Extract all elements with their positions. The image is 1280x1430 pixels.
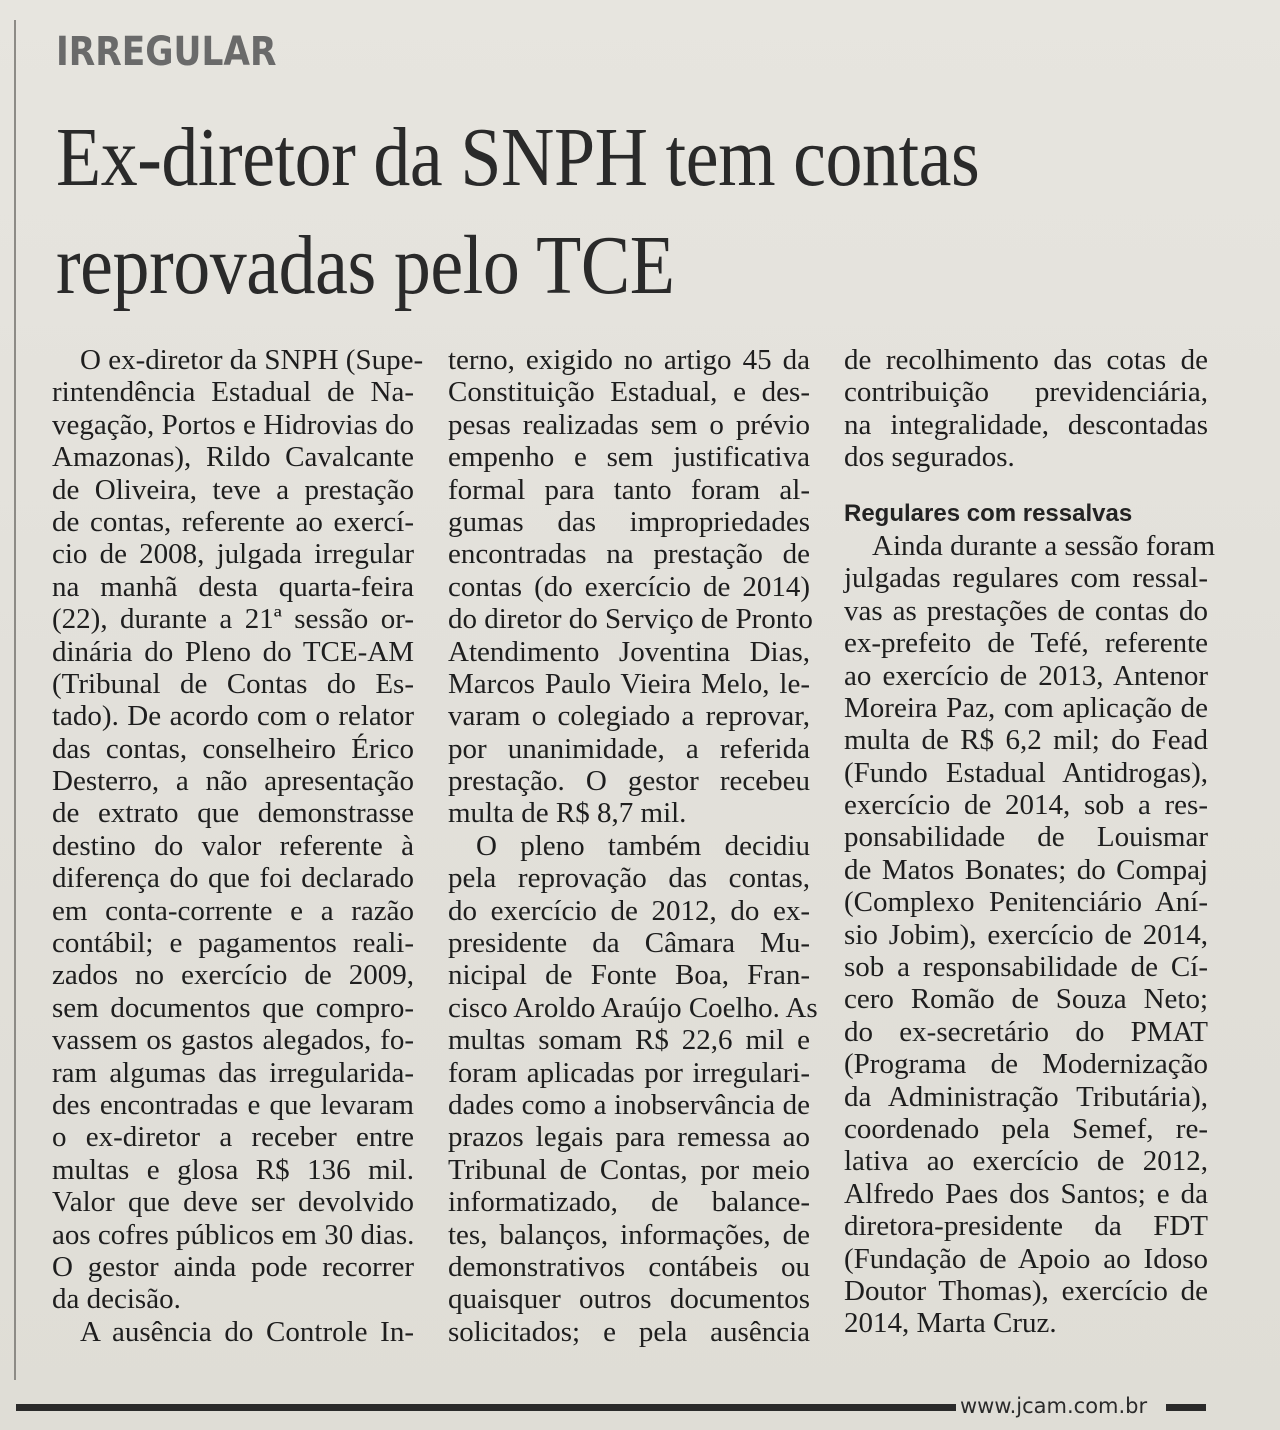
text-line: aos cofres públicos em 30 dias. [52,1218,415,1251]
text-line: Ainda durante a sessão foram [872,529,1216,562]
text-line: sem documentos que compro- [52,991,414,1024]
headline [56,104,1094,320]
text-line: informatizado, de balance- [448,1186,810,1219]
text-line: foram aplicadas por irregulari- [448,1056,810,1089]
subheading: Regulares com ressalvas [844,499,1133,527]
text-line: Valor que deve ser devolvido [52,1186,414,1219]
text-line: (Complexo Penitenciário Aní- [844,886,1208,919]
text-line: (Fundação de Apoio ao Idoso [844,1242,1208,1275]
headline-line: Ex-diretor da SNPH tem contas [56,111,980,204]
text-line: lativa ao exercício de 2012, [844,1145,1208,1178]
text-line: exercício de 2014, sob a res- [844,789,1208,822]
text-line: na integralidade, descontadas [844,408,1208,441]
article-column-1 [52,344,424,1348]
text-line: A ausência do Controle In- [80,1315,414,1348]
text-line: ponsabilidade de Louismar [844,821,1208,854]
text-line: ao exercício de 2013, Antenor [844,659,1208,692]
text-line: o ex-diretor a receber entre [52,1121,414,1154]
text-line: multa de R$ 8,7 mil. [448,797,687,830]
footer-rule-end [1166,1404,1206,1411]
text-line: presidente da Câmara Mu- [448,927,810,960]
text-line: contábil; e pagamentos reali- [52,927,414,960]
text-line: Constituição Estadual, e des- [448,376,810,409]
text-line: prestação. O gestor recebeu [448,765,810,798]
text-line: Desterro, a não apresentação [52,765,414,798]
text-line: dinária do Pleno do TCE-AM [52,635,414,668]
text-line: demonstrativos contábeis ou [448,1250,810,1283]
headline-line: reprovadas pelo TCE [56,219,675,312]
text-line: (Fundo Estadual Antidrogas), [844,756,1208,789]
text-line: Alfredo Paes dos Santos; e da [844,1177,1208,1210]
section-kicker: IRREGULAR [56,29,277,75]
footer-url: www.jcam.com.br [960,1394,1148,1418]
text-line: de Oliveira, teve a prestação [52,473,414,506]
text-line: de contas, referente ao exercí- [52,505,414,538]
left-column-rule [14,20,16,1380]
text-line: do exercício de 2012, do ex- [448,894,810,927]
text-line: solicitados; e pela ausência [448,1315,810,1348]
footer-rule [16,1404,956,1411]
text-line: prazos legais para remessa ao [448,1121,810,1154]
text-line: cisco Aroldo Araújo Coelho. As [448,991,818,1024]
text-line: coordenado pela Semef, re- [844,1112,1208,1145]
text-line: (Tribunal de Contas do Es- [52,667,414,700]
text-line: vas as prestações de contas do [844,594,1208,627]
text-line: dades como a inobservância de [448,1088,810,1121]
text-line: rintendência Estadual de Na- [52,376,414,409]
text-line: pesas realizadas sem o prévio [448,408,810,441]
article-column-2 [448,344,818,1348]
text-line: por unanimidade, a referida [448,732,810,765]
text-line: Tribunal de Contas, por meio [448,1153,810,1186]
text-line: do diretor do Serviço de Pronto [448,603,813,636]
text-line: sio Jobim), exercício de 2014, [844,918,1208,951]
text-line: diferença do que foi declarado [52,862,414,895]
text-line: vegação, Portos e Hidrovias do [52,408,414,441]
text-line: cero Romão de Souza Neto; [844,983,1208,1016]
text-line: vassem os gastos alegados, fo- [52,1024,414,1057]
text-line: multa de R$ 6,2 mil; do Fead [844,724,1208,757]
text-line: sob a responsabilidade de Cí- [844,951,1208,984]
text-line: destino do valor referente à [52,829,414,862]
text-line: gumas das impropriedades [448,505,810,538]
text-line: multas somam R$ 22,6 mil e [448,1024,810,1057]
text-line: empenho e sem justificativa [448,441,810,474]
text-line: contas (do exercício de 2014) [448,570,810,603]
text-line: zados no exercício de 2009, [52,959,414,992]
text-line: nicipal de Fonte Boa, Fran- [448,959,810,992]
text-line: de extrato que demonstrasse [52,797,414,830]
text-line: ram algumas das irregularida- [52,1056,414,1089]
text-line: quaisquer outros documentos [448,1283,810,1316]
text-line: (Programa de Modernização [844,1048,1208,1081]
text-line: multas e glosa R$ 136 mil. [52,1153,414,1186]
text-line: contribuição previdenciária, [844,376,1208,409]
text-line: da decisão. [52,1283,181,1316]
text-line: terno, exigido no artigo 45 da [448,344,810,376]
text-line: do ex-secretário do PMAT [844,1015,1208,1048]
text-line: formal para tanto foram al- [448,473,810,506]
text-line: Atendimento Joventina Dias, [448,635,810,668]
text-line: O gestor ainda pode recorrer [52,1250,414,1283]
text-line: tado). De acordo com o relator [52,700,414,733]
text-line: cio de 2008, julgada irregular [52,538,414,571]
text-line: em conta-corrente e a razão [52,894,414,927]
text-line: das contas, conselheiro Érico [52,732,414,765]
text-line: dos segurados. [844,441,1015,474]
text-line: O ex-diretor da SNPH (Supe- [80,344,424,376]
article-column-3 [844,344,1216,1340]
text-line: (22), durante a 21ª sessão or- [52,603,414,636]
text-line: julgadas regulares com ressal- [844,562,1208,595]
text-line: 2014, Marta Cruz. [844,1307,1057,1340]
text-line: pela reprovação das contas, [448,862,810,895]
text-line: tes, balanços, informações, de [448,1218,810,1251]
text-line: de Matos Bonates; do Compaj [844,853,1208,886]
text-line: encontradas na prestação de [448,538,810,571]
text-line: O pleno também decidiu [476,829,810,862]
text-line: da Administração Tributária), [844,1080,1208,1113]
text-line: Amazonas), Rildo Cavalcante [52,441,414,474]
text-line: Marcos Paulo Vieira Melo, le- [448,667,810,700]
text-line: na manhã desta quarta-feira [52,570,414,603]
text-line: varam o colegiado a reprovar, [448,700,810,733]
text-line: de recolhimento das cotas de [844,344,1208,376]
text-line: des encontradas e que levaram [52,1088,414,1121]
text-line: Moreira Paz, com aplicação de [844,691,1208,724]
text-line: diretora-presidente da FDT [844,1210,1208,1243]
text-line: ex-prefeito de Tefé, referente [844,627,1208,660]
text-line: Doutor Thomas), exercício de [844,1274,1208,1307]
